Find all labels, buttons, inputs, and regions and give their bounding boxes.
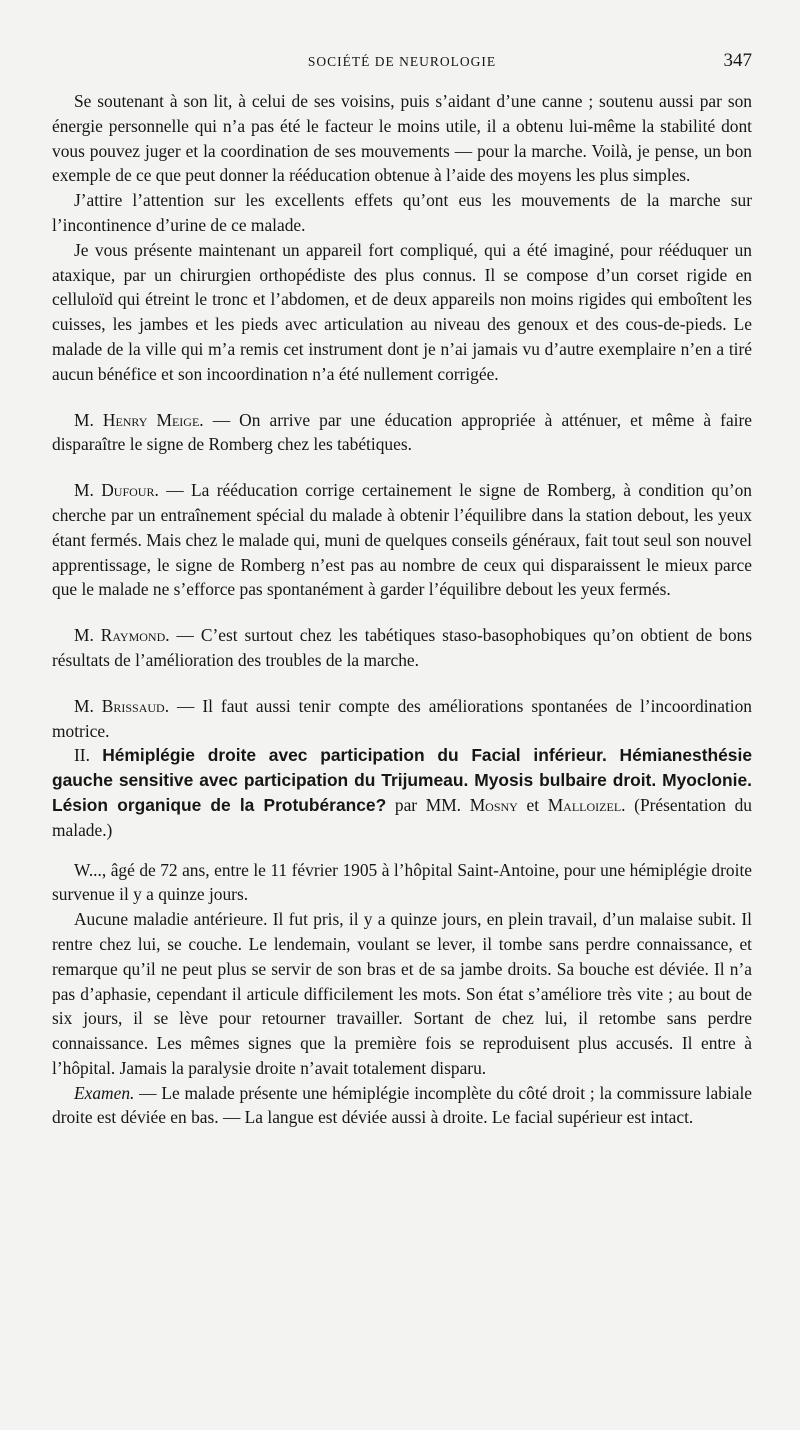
remark-text: — La rééducation corrige certainement le signe de Romberg, à condition qu’on cherche par un entraînement spécial du malade à obtenir l’équilibre dans la station debout, les yeux étant fermés. Mais chez le malade qui, muni de quelques conseils généraux, fait tout seul son nouvel apprentissage, le signe de Romberg n’est pas au nombre de ceux qui disparaissent le mieux parce que le malade ne s’efforce pas spontanément à garder l’équilibre debout les yeux fermés.: [52, 480, 752, 600]
section-number: II.: [74, 745, 90, 766]
page-number: 347: [723, 50, 752, 71]
running-title: SOCIÉTÉ DE NEUROLOGIE: [307, 54, 497, 69]
section-heading: [52, 743, 752, 842]
section-title: Hémiplégie droite avec participation du Facial inférieur. Hémianesthésie gauche sensitive avec participation du Trijumeau. Myosis bulbaire droit. Myoclonie. Lésion organique de la Protubérance?: [52, 745, 752, 815]
authors-and: et: [517, 794, 548, 815]
discussion-remark: [52, 694, 752, 744]
paragraph: Se soutenant à son lit, à celui de ses voisins, puis s’aidant d’une canne ; soutenu aussi par son énergie personnelle qui n’a pas été le facteur le moins utile, il a obtenu lui-même la stabilité dont vous pouvez juger et la coordination de ses mouvements — pour la marche. Voilà, je pense, un bon exemple de ce que peut donner la rééducation obtenue à l’aide des moyens les plus simples.: [52, 91, 752, 186]
authors-prefix: par MM.: [386, 794, 470, 815]
speaker-name: M. Brissaud.: [74, 695, 170, 716]
speaker-name: M. Dufour.: [74, 480, 159, 501]
paragraph: J’attire l’attention sur les excellents effets qu’ont eus les mouvements de la marche sur l’incontinence d’urine de ce malade.: [52, 190, 752, 235]
remark-text: — C’est surtout chez les tabétiques staso-basophobiques qu’on obtient de bons résultats de l’amélioration des troubles de la marche.: [52, 625, 752, 670]
body-text: [52, 89, 752, 1130]
discussion-remark: [52, 408, 752, 458]
paragraph: Aucune maladie antérieure. Il fut pris, il y a quinze jours, en plein travail, d’un malaise subit. Il rentre chez lui, se couche. Le lendemain, voulant se lever, il tombe sans perdre connaissance, et remarque qu’il ne peut plus se servir de son bras et de sa jambe droits. Sa bouche est déviée. Il n’a pas d’aphasie, cependant il articule difficilement les mots. Son état s’améliore très vite ; au bout de six jours, il se lève pour retourner travailler. Sortant de chez lui, il retombe sans perdre connaissance. Les mêmes signes que la première fois se reproduisent plus accusés. Il entre à l’hôpital. Jamais la paralysie droite n’avait totalement disparu.: [52, 909, 752, 1078]
exam-text: — Le malade présente une hémiplégie incomplète du côté droit ; la commissure labiale droite est déviée en bas. — La langue est déviée aussi à droite. Le facial supérieur est intact.: [52, 1082, 752, 1128]
speaker-name: M. Henry Meige.: [74, 409, 204, 430]
presentation-note: (Présentation du malade.): [52, 794, 752, 840]
paragraph: Je vous présente maintenant un appareil fort compliqué, qui a été imaginé, pour rééduquer un ataxique, par un chirurgien orthopédiste des plus connus. Il se compose d’un corset rigide en celluloïd qui étreint le tronc et l’abdomen, et de deux appareils non moins rigides qui emboîtent les cuisses, les jambes et les pieds avec articulation au niveau des genoux et des cous-de-pieds. Le malade de la ville qui m’a remis cet instrument dont je n’ai jamais vu d’autre exemplaire n’en a tiré aucun bénéfice et son incoordination n’a été nullement corrigée.: [52, 239, 752, 384]
paragraph: W..., âgé de 72 ans, entre le 11 février 1905 à l’hôpital Saint-Antoine, pour une hémiplégie droite survenue il y a quinze jours.: [52, 859, 752, 905]
author-name: Mosny: [469, 794, 518, 815]
author-name: Malloizel.: [547, 794, 626, 815]
remark-text: — Il faut aussi tenir compte des améliorations spontanées de l’incoordination motrice.: [52, 695, 752, 741]
exam-label: Examen.: [74, 1082, 135, 1103]
paragraph: [52, 1081, 752, 1131]
discussion-remark: [52, 478, 752, 602]
speaker-name: M. Raymond.: [74, 625, 170, 646]
running-head: [52, 50, 752, 74]
remark-text: — On arrive par une éducation appropriée à atténuer, et même à faire disparaître le signe de Romberg chez les tabétiques.: [52, 409, 753, 455]
discussion-remark: [52, 623, 752, 673]
